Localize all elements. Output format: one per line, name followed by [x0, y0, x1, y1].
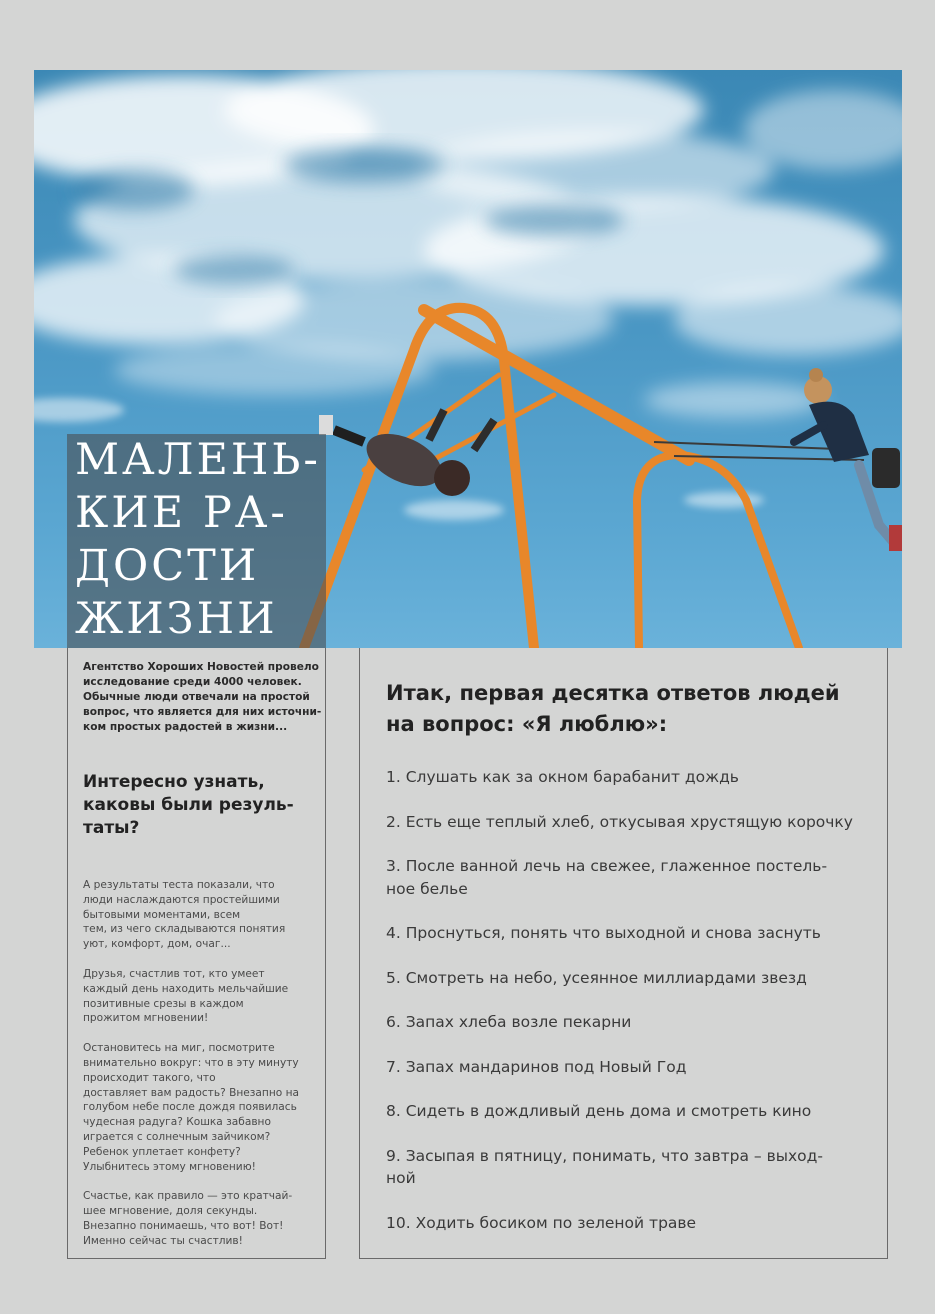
title-line: КИЕ РА- [75, 488, 288, 538]
body-line: Остановитесь на миг, посмотрите [83, 1042, 275, 1055]
list-item [386, 811, 867, 834]
title-line: ЖИЗНИ [75, 594, 278, 644]
question-heading [83, 771, 313, 840]
body-line: Ребенок уплетает конфету? [83, 1145, 241, 1158]
list-heading-line: Итак, первая десятка ответов людей [386, 681, 840, 705]
list-item-text: 1. Слушать как за окном барабанит дождь [386, 768, 739, 786]
list-item-text: 9. Засыпая в пятницу, понимать, что завтра – выход- [386, 1146, 823, 1165]
list-item-text: 7. Запах мандаринов под Новый Год [386, 1057, 687, 1076]
intro-line: Агентство Хороших Новостей провело [83, 661, 319, 673]
body-line: Внезапно понимаешь, что вот! Вот! [83, 1219, 284, 1232]
list-item-text: 5. Смотреть на небо, усеянное миллиардами звезд [386, 968, 807, 987]
body-line: чудесная радуга? Кошка забавно [83, 1116, 271, 1129]
body-line: бытовыми моментами, всем [83, 908, 241, 921]
list-item-text: ной [386, 1169, 416, 1187]
body-paragraph [83, 1189, 313, 1248]
body-line: тем, из чего складываются понятия [83, 923, 286, 936]
question-line: таты? [83, 818, 140, 838]
body-line: происходит такого, что [83, 1071, 216, 1084]
body-line: доставляет вам радость? Внезапно на [83, 1086, 300, 1099]
title-line: ДОСТИ [75, 541, 260, 591]
question-line: Интересно узнать, [83, 772, 265, 792]
list-item [386, 1212, 867, 1235]
body-line: позитивные срезы в каждом [83, 997, 244, 1010]
body-line: Именно сейчас ты счастлив! [83, 1234, 243, 1247]
list-item [386, 1011, 867, 1034]
list-item [386, 967, 867, 990]
list-item [386, 855, 867, 900]
list-item [386, 766, 867, 789]
question-line: каковы были резуль- [83, 795, 294, 815]
list-item [386, 1100, 867, 1123]
list-item-text: 4. Проснуться, понять что выходной и снова заснуть [386, 924, 821, 942]
intro-line: исследование среди 4000 человек. [83, 676, 302, 688]
body-line: голубом небе после дождя появилась [83, 1101, 297, 1114]
list-item-text: 8. Сидеть в дождливый день дома и смотреть кино [386, 1102, 812, 1120]
body-line: шее мгновение, доля секунды. [83, 1205, 258, 1218]
left-column [67, 648, 326, 1259]
body-line: люди наслаждаются простейшими [83, 893, 280, 906]
body-line: внимательно вокруг: что в эту минуту [83, 1056, 299, 1069]
body-line: каждый день находить мельчайшие [83, 982, 289, 995]
list-item-text: 3. После ванной лечь на свежее, глаженное постель- [386, 857, 828, 875]
body-line: Улыбнитесь этому мгновению! [83, 1160, 256, 1173]
body-line: Друзья, счастлив тот, кто умеет [83, 967, 265, 980]
body-line: А результаты теста показали, что [83, 879, 275, 891]
left-child-figure [319, 410, 494, 497]
list-item-text: 2. Есть еще теплый хлеб, откусывая хрустящую корочку [386, 812, 853, 831]
body-line: играется с солнечным зайчиком? [83, 1130, 271, 1143]
list-item-text: 10. Ходить босиком по зеленой траве [386, 1213, 697, 1232]
body-line: Счастье, как правило — это кратчай- [83, 1190, 293, 1203]
intro-paragraph [83, 660, 322, 735]
page-title [67, 434, 326, 648]
body-paragraph [83, 1041, 313, 1174]
list-item [386, 1145, 867, 1190]
intro-line: Обычные люди отвечали на простой [83, 691, 310, 703]
list-item-text: 6. Запах хлеба возле пекарни [386, 1013, 632, 1031]
list-heading [386, 678, 867, 740]
body-line: уют, комфорт, дом, очаг... [83, 938, 231, 951]
clouds [34, 70, 902, 418]
body-text [83, 878, 313, 1249]
body-paragraph [83, 967, 313, 1026]
body-paragraph [83, 878, 313, 952]
intro-line: ком простых радостей в жизни... [83, 721, 288, 733]
list-heading-line: на вопрос: «Я люблю»: [386, 712, 668, 736]
intro-line: вопрос, что является для них источни- [83, 706, 322, 718]
top-ten-list [386, 766, 867, 1234]
body-line: прожитом мгновении! [83, 1012, 209, 1025]
title-line: МАЛЕНЬ- [75, 435, 321, 485]
list-item [386, 1056, 867, 1079]
right-column [359, 648, 888, 1259]
list-item-text: ное белье [386, 879, 468, 898]
list-item [386, 922, 867, 945]
